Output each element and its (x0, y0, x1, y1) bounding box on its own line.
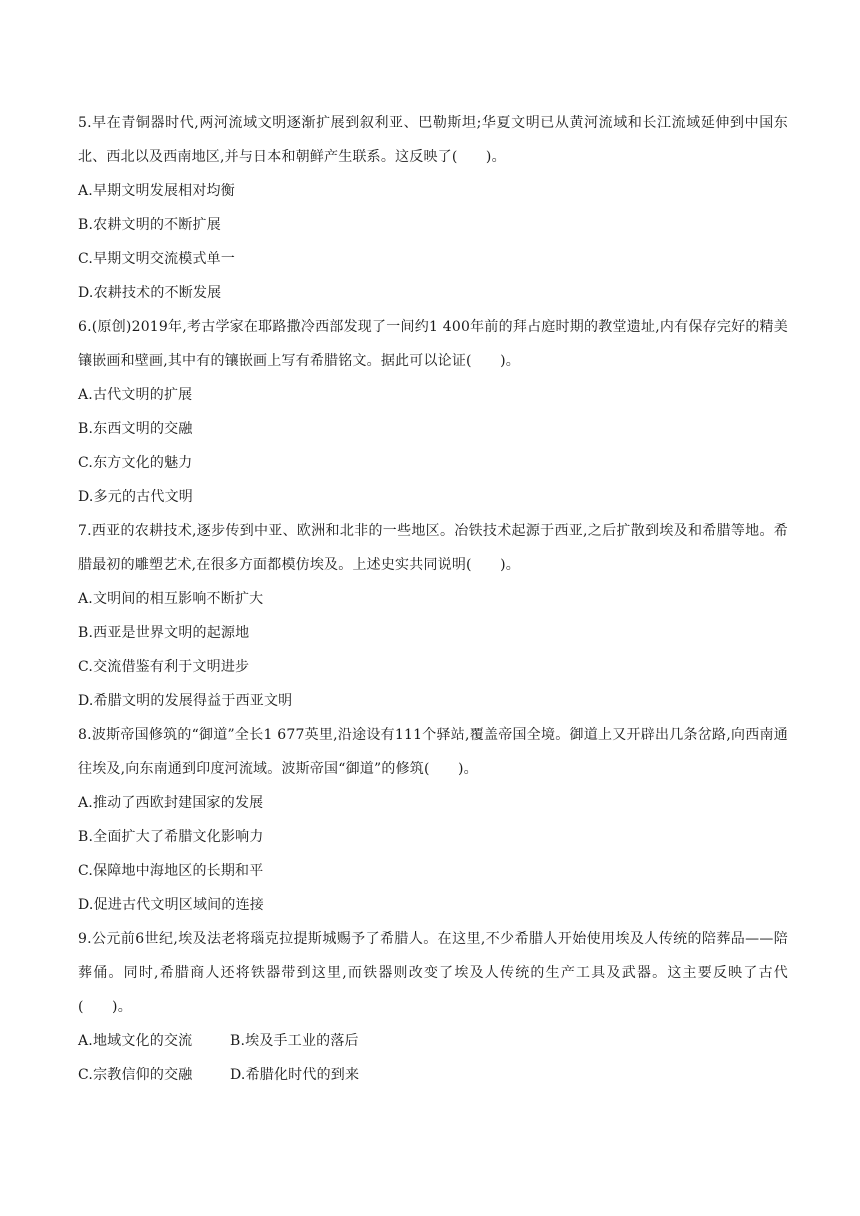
question-stem: 9.公元前6世纪,埃及法老将瑙克拉提斯城赐予了希腊人。在这里,不少希腊人开始使用埃及人传统的陪葬品——陪葬俑。同时,希腊商人还将铁器带到这里,而铁器则改变了埃及人传统的生产工具及武器。这主要反映了古代( )。 (78, 931, 788, 1015)
option-c: C.交流借鉴有利于文明进步 (78, 659, 250, 675)
question-7 (78, 514, 788, 718)
option-a: A.古代文明的扩展 (78, 387, 193, 403)
option-row (78, 1024, 788, 1058)
question-stem: 8.波斯帝国修筑的“御道”全长1 677英里,沿途设有111个驿站,覆盖帝国全境。御道上又开辟出几条岔路,向西南通往埃及,向东南通到印度河流域。波斯帝国“御道”的修筑( )。 (78, 727, 788, 777)
question-stem: 5.早在青铜器时代,两河流域文明逐渐扩展到叙利亚、巴勒斯坦;华夏文明已从黄河流域和长江流域延伸到中国东北、西北以及西南地区,并与日本和朝鲜产生联系。这反映了( )。 (78, 115, 788, 165)
option-b: B.埃及手工业的落后 (230, 1033, 359, 1049)
option-c: C.东方文化的魅力 (78, 455, 193, 471)
option-c: C.宗教信仰的交融 (78, 1067, 193, 1083)
option-a: A.早期文明发展相对均衡 (78, 183, 235, 199)
question-8 (78, 718, 788, 922)
option-d: D.希腊化时代的到来 (230, 1067, 360, 1083)
option-b: B.东西文明的交融 (78, 421, 193, 437)
question-9 (78, 922, 788, 1092)
question-stem: 6.(原创)2019年,考古学家在耶路撒冷西部发现了一间约1 400年前的拜占庭时期的教堂遗址,内有保存完好的精美镶嵌画和壁画,其中有的镶嵌画上写有希腊铭文。据此可以论证( )。 (78, 319, 788, 369)
option-b: B.全面扩大了希腊文化影响力 (78, 829, 264, 845)
option-a: A.地域文化的交流 (78, 1033, 193, 1049)
option-c: C.保障地中海地区的长期和平 (78, 863, 264, 879)
option-d: D.促进古代文明区域间的连接 (78, 897, 264, 913)
question-stem: 7.西亚的农耕技术,逐步传到中亚、欧洲和北非的一些地区。冶铁技术起源于西亚,之后扩散到埃及和希腊等地。希腊最初的雕塑艺术,在很多方面都模仿埃及。上述史实共同说明( )。 (78, 523, 788, 573)
exam-page (78, 106, 788, 1092)
option-d: D.希腊文明的发展得益于西亚文明 (78, 693, 293, 709)
option-a: A.文明间的相互影响不断扩大 (78, 591, 264, 607)
option-a: A.推动了西欧封建国家的发展 (78, 795, 264, 811)
question-6 (78, 310, 788, 514)
option-c: C.早期文明交流模式单一 (78, 251, 236, 267)
option-b: B.农耕文明的不断扩展 (78, 217, 221, 233)
question-5 (78, 106, 788, 310)
option-d: D.农耕技术的不断发展 (78, 285, 222, 301)
option-row (78, 1058, 788, 1092)
option-b: B.西亚是世界文明的起源地 (78, 625, 250, 641)
option-d: D.多元的古代文明 (78, 489, 193, 505)
